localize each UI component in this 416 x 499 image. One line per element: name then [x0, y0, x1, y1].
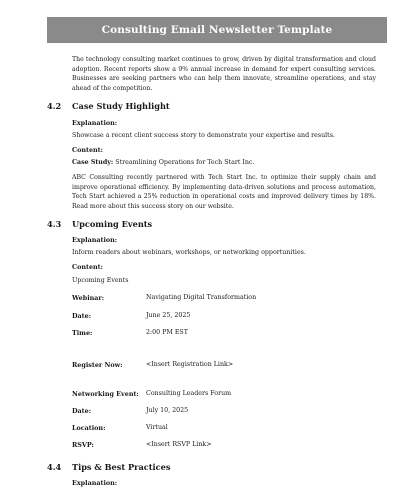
webinar-value: Navigating Digital Transformation [146, 294, 257, 301]
explanation-label: Explanation: [72, 236, 118, 244]
networking-event-label: Networking Event: [72, 390, 139, 398]
date-value: June 25, 2025 [146, 312, 191, 319]
content-label: Content: [72, 146, 103, 154]
case-study-label: Case Study: [72, 159, 114, 166]
case-study-body: ABC Consulting recently partnered with Tech Start Inc. to optimize their supply chain and improve operational efficiency. By implementing data-driven solutions and process automation, Tech Start achieved a 25% reduction in operational costs and improved delivery times by 18%. Read more about this success story on our website. [72, 174, 376, 210]
case-study-title: Streamlining Operations for Tech Start Inc. [115, 159, 255, 166]
section-number: 4.3 [47, 219, 62, 229]
explanation-text: Showcase a recent client success story to demonstrate your expertise and results. [72, 132, 335, 139]
date-label: Date: [72, 407, 92, 415]
rsvp-label: RSVP: [72, 441, 94, 449]
section-title: Upcoming Events [72, 219, 153, 229]
page-title: Consulting Email Newsletter Template [101, 24, 333, 36]
location-value: Virtual [146, 424, 168, 431]
explanation-label: Explanation: [72, 479, 118, 487]
time-label: Time: [72, 329, 93, 337]
date-value: July 10, 2025 [146, 407, 189, 414]
date-label: Date: [72, 312, 92, 320]
explanation-text: Inform readers about webinars, workshops, or networking opportunities. [72, 249, 306, 256]
content-label: Content: [72, 263, 103, 271]
section-title: Case Study Highlight [72, 101, 170, 111]
time-value: 2:00 PM EST [146, 329, 188, 336]
section-number: 4.2 [47, 101, 62, 111]
content-text: Upcoming Events [72, 277, 129, 284]
intro-paragraph: The technology consulting market continues to grow, driven by digital transformation and cloud adoption. Recent reports show a 9% annual increase in demand for expert consulting services. Businesses are seeking partners who can help them innovate, streamline operations, and stay ahead of the competition. [72, 56, 376, 92]
section-number: 4.4 [47, 462, 62, 472]
newsletter-title-banner [47, 17, 387, 43]
case-study-line [72, 159, 254, 166]
networking-event-value: Consulting Leaders Forum [146, 390, 232, 397]
register-label: Register Now: [72, 361, 123, 369]
section-title: Tips & Best Practices [72, 462, 171, 472]
rsvp-link-placeholder: <Insert RSVP Link> [146, 441, 212, 448]
explanation-label: Explanation: [72, 119, 118, 127]
register-link-placeholder: <Insert Registration Link> [146, 361, 234, 368]
location-label: Location: [72, 424, 106, 432]
webinar-label: Webinar: [72, 294, 105, 302]
